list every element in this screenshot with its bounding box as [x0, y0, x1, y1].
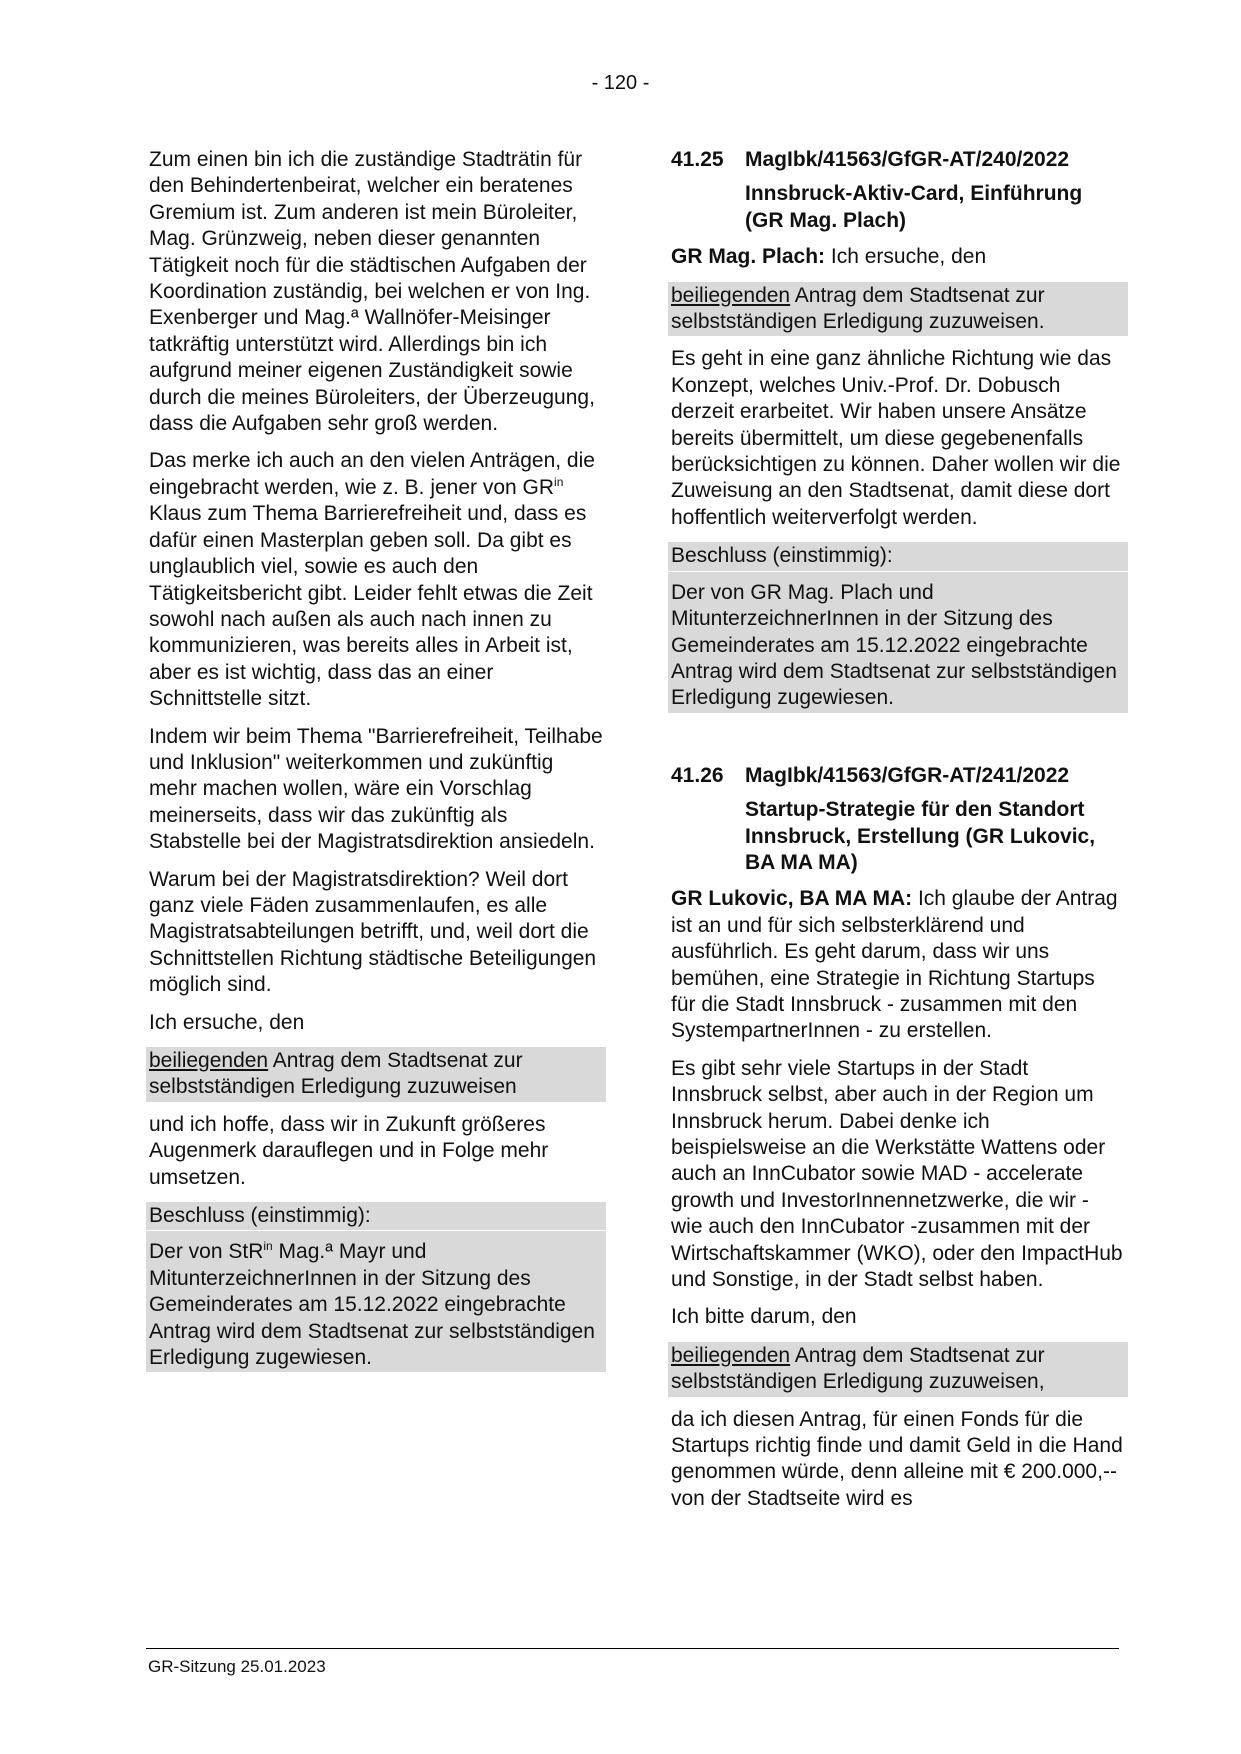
paragraph: Zum einen bin ich die zuständige Stadträtin für den Behindertenbeirat, welcher ein beratenes Gremium ist. Zum anderen ist mein Büroleiter, Mag. Grünzweig, neben dieser genannten Tätigkeit noch für die städtischen Aufgaben der Koordination zuständig, bei welchen er von Ing. Exenberger und Mag.ª Wallnöfer-Meisinger tatkräftig unterstützt wird. Allerdings bin ich aufgrund meiner eigenen Zuständigkeit sowie durch die meines Büroleiters, der Überzeugung, dass die Aufgaben sehr groß werden.	[149, 148, 595, 436]
speaker: GR Mag. Plach:	[671, 245, 826, 269]
page-number: - 120 -	[591, 72, 650, 94]
speaker: GR Lukovic, BA MA MA:	[671, 887, 913, 911]
left-column	[146, 147, 606, 1382]
motion-box: beiliegenden Antrag dem Stadtsenat zur selbstständigen Erledigung zuzuweisen,	[668, 1342, 1128, 1397]
paragraph: Warum bei der Magistratsdirektion? Weil dort ganz viele Fäden zusammenlaufen, es alle Magistratsabteilungen betrifft, und, weil dort die Schnittstellen Richtung städtische Beteiligungen möglich sind.	[149, 867, 597, 997]
item-reference: MagIbk/41563/GfGR-AT/241/2022	[745, 763, 1070, 787]
decision-label: Beschluss (einstimmig):	[668, 542, 1128, 570]
right-column	[668, 147, 1128, 1523]
paragraph: und ich hoffe, dass wir in Zukunft größeres Augenmerk darauflegen und in Folge mehr umsetzen.	[149, 1112, 549, 1189]
paragraph: GR Mag. Plach: Ich ersuche, den	[671, 245, 987, 269]
decision-label: Beschluss (einstimmig):	[146, 1202, 606, 1230]
item-heading	[668, 763, 1128, 789]
paragraph: Das merke ich auch an den vielen Anträgen, die eingebracht werden, wie z. B. jener von $GR^{in}$ Klaus zum Thema Barrierefreiheit und, dass es dafür einen Masterplan geben soll. Da gibt es unglaublich viel, sowie es auch den Tätigkeitsbericht gibt. Leider fehlt etwas die Zeit sowohl nach außen als auch nach innen zu kommunizieren, was bereits alles in Arbeit ist, aber es ist wichtig, dass das an einer Schnittstelle sitzt.	[149, 449, 595, 711]
decision-text: Der von GR Mag. Plach und MitunterzeichnerInnen in der Sitzung des Gemeinderates am 15.12.2022 eingebrachte Antrag wird dem Stadtsenat zur selbstständigen Erledigung zugewiesen.	[668, 572, 1128, 713]
paragraph: Ich ersuche, den	[149, 1010, 305, 1034]
motion-underlined: beiliegenden	[671, 1343, 791, 1367]
paragraph: da ich diesen Antrag, für einen Fonds für die Startups richtig finde und damit Geld in die Hand genommen würde, denn alleine mit € 200.000,-- von der Stadtseite wird es	[671, 1407, 1123, 1510]
item-heading	[668, 147, 1128, 173]
motion-underlined: beiliegenden	[671, 283, 791, 307]
paragraph: Es gibt sehr viele Startups in der Stadt Innsbruck selbst, aber auch in der Region um Innsbruck herum. Dabei denke ich beispielsweise an die Werkstätte Wattens oder auch an InnCubator sowie MAD - accelerate growth und InvestorInnennetzwerke, die wir - wie auch den InnCubator -zusammen mit der Wirtschaftskammer (WKO), oder den ImpactHub und Sonstige, in der Stadt selbst haben.	[671, 1056, 1123, 1292]
paragraph: Ich bitte darum, den	[671, 1305, 857, 1329]
footer: GR-Sitzung 25.01.2023	[148, 1657, 326, 1676]
item-number: 41.26	[671, 763, 724, 787]
item-reference: MagIbk/41563/GfGR-AT/240/2022	[745, 148, 1070, 171]
item-title: Innsbruck-Aktiv-Card, Einführung (GR Mag. Plach)	[745, 182, 1083, 232]
footer-divider	[146, 1648, 1119, 1649]
paragraph: GR Lukovic, BA MA MA: Ich glaube der Antrag ist an und für sich selbsterklärend und ausführlich. Es geht darum, dass wir uns bemühen, eine Strategie in Richtung Startups für die Stadt Innsbruck - zusammen mit den SystempartnerInnen - zu erstellen.	[671, 887, 1118, 1043]
decision-text: Der von StR$^{in}$ Mag.ª Mayr und MitunterzeichnerInnen in der Sitzung des Gemeinderates am 15.12.2022 eingebrachte Antrag wird dem Stadtsenat zur selbstständigen Erledigung zugewiesen.	[146, 1231, 606, 1372]
item-title: Startup-Strategie für den Standort Innsbruck, Erstellung (GR Lukovic, BA MA MA)	[745, 798, 1096, 874]
paragraph: Indem wir beim Thema "Barrierefreiheit, Teilhabe und Inklusion" weiterkommen und zukünftig mehr machen wollen, wäre ein Vorschlag meinerseits, dass wir das zukünftig als Stabstelle bei der Magistratsdirektion ansiedeln.	[149, 724, 603, 854]
motion-underlined: beiliegenden	[149, 1049, 269, 1072]
motion-box: beiliegenden Antrag dem Stadtsenat zur selbstständigen Erledigung zuzuweisen.	[668, 282, 1128, 337]
paragraph: Es geht in eine ganz ähnliche Richtung wie das Konzept, welches Univ.-Prof. Dr. Dobusch derzeit erarbeitet. Wir haben unsere Ansätze bereits übermittelt, um diese gegebenenfalls berücksichtigen zu können. Daher wollen wir die Zuweisung an den Stadtsenat, damit diese dort hoffentlich weiterverfolgt werden.	[671, 347, 1121, 529]
motion-box: beiliegenden Antrag dem Stadtsenat zur selbstständigen Erledigung zuzuweisen	[146, 1047, 606, 1102]
item-number: 41.25	[671, 148, 724, 171]
